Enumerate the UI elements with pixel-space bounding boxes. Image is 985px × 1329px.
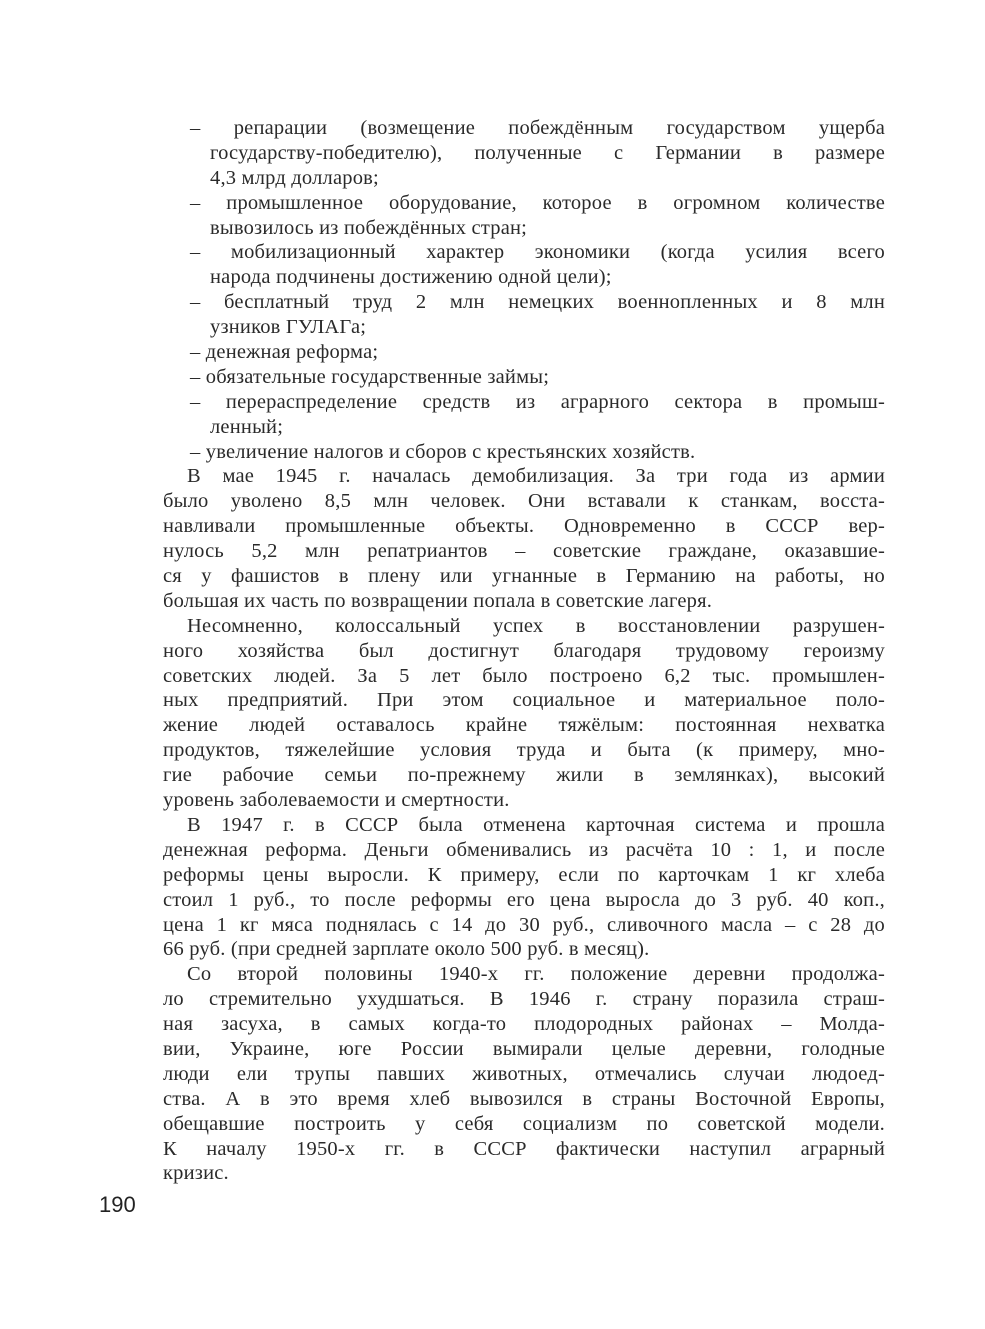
text-line: ло стремительно ухудшаться. В 1946 г. страну поразила страш-	[163, 988, 885, 1011]
text-line: – перераспределение средств из аграрного сектора в промыш-	[190, 390, 885, 413]
paragraph	[163, 813, 885, 962]
text-line: 4,3 млрд долларов;	[210, 166, 379, 189]
text-line: ся у фашистов в плену или угнанные в Германию на работы, но	[163, 565, 885, 588]
paragraph	[163, 962, 885, 1186]
text-line: реформы цены выросли. К примеру, если по карточкам 1 кг хлеба	[163, 863, 885, 886]
text-line: уровень заболеваемости и смертности.	[163, 789, 510, 812]
paragraph	[163, 464, 885, 613]
text-line: вии, Украине, юге России вымирали целые деревни, голодные	[163, 1037, 885, 1060]
text-line: ная засуха, в самых когда-то плодородных районах – Молда-	[163, 1013, 885, 1036]
text-line: народа подчинены достижению одной цели);	[210, 266, 612, 289]
text-line: советских людей. За 5 лет было построено 6,2 тыс. промышлен-	[163, 664, 885, 687]
text-line: вывозилось из побеждённых стран;	[210, 216, 528, 239]
page-number: 190	[99, 1192, 136, 1217]
text-line: – денежная реформа;	[190, 341, 379, 364]
text-line: стоил 1 руб., то после реформы его цена выросла до 3 руб. 40 коп.,	[163, 888, 885, 911]
text-line: ленный;	[210, 415, 284, 438]
text-line: государству-победителю), полученные с Германии в размере	[210, 141, 885, 164]
paragraph	[163, 614, 885, 813]
list-item	[163, 390, 885, 440]
text-line: 66 руб. (при средней зарплате около 500 руб. в месяц).	[163, 938, 650, 961]
text-line: – обязательные государственные займы;	[190, 365, 550, 388]
text-line: Несомненно, колоссальный успех в восстановлении разрушен-	[187, 614, 885, 637]
text-line: люди ели трупы павших животных, отмечались случаи людоед-	[163, 1062, 885, 1085]
list-item	[163, 340, 885, 365]
text-line: – промышленное оборудование, которое в огромном количестве	[190, 191, 885, 214]
text-line: гие рабочие семьи по-прежнему жили в землянках), высокий	[163, 764, 885, 787]
text-line: – репарации (возмещение побеждённым государством ущерба	[190, 117, 885, 139]
text-line: денежная реформа. Деньги обменивались из расчёта 10 : 1, и после	[163, 838, 885, 861]
text-line: Со второй половины 1940-х гг. положение деревни продолжа-	[187, 963, 885, 986]
text-line: жение людей оставалось крайне тяжёлым: постоянная нехватка	[163, 714, 885, 737]
list-item	[163, 365, 885, 390]
text-line: нулось 5,2 млн репатриантов – советские граждане, оказавшие-	[163, 540, 885, 563]
list-item	[163, 191, 885, 241]
text-line: обещавшие построить у себя социализм по советской модели.	[163, 1112, 885, 1135]
text-line: навливали промышленные объекты. Одновременно в СССР вер-	[163, 515, 885, 538]
text-line: ного хозяйства был достигнут благодаря трудовому героизму	[163, 639, 885, 662]
text-line: ных предприятий. При этом социальное и материальное поло-	[163, 689, 885, 712]
list-item	[163, 440, 885, 465]
text-line: узников ГУЛАГа;	[210, 316, 367, 339]
list-item	[163, 240, 885, 290]
text-line: – мобилизационный характер экономики (когда усилия всего	[190, 241, 885, 264]
text-line: В 1947 г. в СССР была отменена карточная система и прошла	[187, 813, 885, 836]
text-line: – бесплатный труд 2 млн немецких военнопленных и 8 млн	[190, 291, 885, 314]
text-line: большая их часть по возвращении попала в советские лагеря.	[163, 589, 713, 612]
text-line: было уволено 8,5 млн человек. Они вставали к станкам, восста-	[163, 490, 885, 513]
text-line: ства. А в это время хлеб вывозился в страны Восточной Европы,	[163, 1087, 885, 1110]
list-item	[163, 116, 885, 191]
text-line: цена 1 кг мяса поднялась с 14 до 30 руб., сливочного масла – с 28 до	[163, 913, 885, 936]
page-body	[163, 116, 885, 1186]
list-item	[163, 290, 885, 340]
text-line: продуктов, тяжелейшие условия труда и быта (к примеру, мно-	[163, 739, 885, 762]
text-line: – увеличение налогов и сборов с крестьянских хозяйств.	[190, 440, 696, 463]
text-line: кризис.	[163, 1162, 229, 1185]
text-line: К началу 1950-х гг. в СССР фактически наступил аграрный	[163, 1137, 885, 1160]
text-line: В мае 1945 г. началась демобилизация. За три года из армии	[187, 465, 885, 488]
